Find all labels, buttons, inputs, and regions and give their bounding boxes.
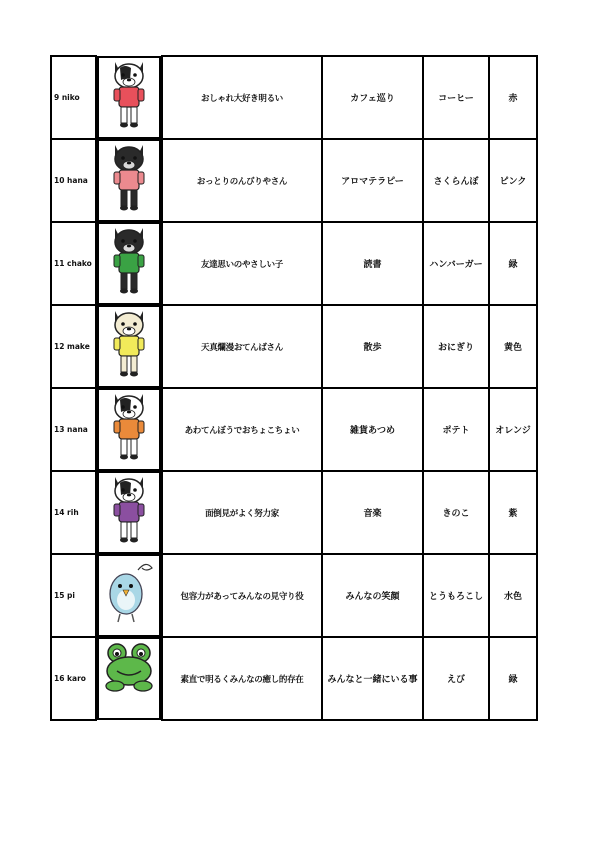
table-row <box>51 637 537 720</box>
character-table <box>50 55 538 721</box>
dog-illustration-icon <box>109 224 149 296</box>
character-illustration <box>97 139 161 222</box>
frog-illustration-icon <box>101 639 157 695</box>
hobby-cell: みんなの笑顔 <box>322 554 423 637</box>
hobby-cell: 音楽 <box>322 471 423 554</box>
character-id: 16 karo <box>51 637 96 720</box>
dog-illustration-icon <box>109 473 149 545</box>
favorite-color-cell: 紫 <box>489 471 537 554</box>
hobby-cell: 散歩 <box>322 305 423 388</box>
table-row <box>51 554 537 637</box>
table-row <box>51 471 537 554</box>
bird-illustration-icon <box>102 556 156 628</box>
favorite-color-cell: オレンジ <box>489 388 537 471</box>
character-illustration <box>97 554 161 637</box>
character-id: 14 rih <box>51 471 96 554</box>
favorite-color-cell: 赤 <box>489 56 537 139</box>
hobby-cell: 雑貨あつめ <box>322 388 423 471</box>
favorite-food-cell: ポテト <box>423 388 489 471</box>
character-id: 15 pi <box>51 554 96 637</box>
favorite-color-cell: 緑 <box>489 637 537 720</box>
personality-cell: 面倒見がよく努力家 <box>162 471 322 554</box>
dog-illustration-icon <box>109 307 149 379</box>
table-row <box>51 388 537 471</box>
character-id: 9 niko <box>51 56 96 139</box>
character-id: 12 make <box>51 305 96 388</box>
favorite-color-cell: 水色 <box>489 554 537 637</box>
personality-cell: おっとりのんびりやさん <box>162 139 322 222</box>
hobby-cell: みんなと一緒にいる事 <box>322 637 423 720</box>
personality-cell: 天真爛漫おてんばさん <box>162 305 322 388</box>
favorite-color-cell: ピンク <box>489 139 537 222</box>
personality-cell: 包容力があってみんなの見守り役 <box>162 554 322 637</box>
personality-cell: あわてんぼうでおちょこちょい <box>162 388 322 471</box>
character-id: 11 chako <box>51 222 96 305</box>
favorite-food-cell: コーヒー <box>423 56 489 139</box>
table-row <box>51 139 537 222</box>
table-row <box>51 56 537 139</box>
character-illustration <box>97 471 161 554</box>
character-id: 13 nana <box>51 388 96 471</box>
character-illustration <box>97 305 161 388</box>
character-illustration <box>97 222 161 305</box>
personality-cell: 素直で明るくみんなの癒し的存在 <box>162 637 322 720</box>
favorite-food-cell: ハンバーガー <box>423 222 489 305</box>
favorite-food-cell: えび <box>423 637 489 720</box>
favorite-food-cell: きのこ <box>423 471 489 554</box>
personality-cell: おしゃれ大好き明るい <box>162 56 322 139</box>
table-row <box>51 222 537 305</box>
character-illustration <box>97 637 161 720</box>
dog-illustration-icon <box>109 58 149 130</box>
favorite-color-cell: 緑 <box>489 222 537 305</box>
dog-illustration-icon <box>109 390 149 462</box>
table-row <box>51 305 537 388</box>
dog-illustration-icon <box>109 141 149 213</box>
hobby-cell: カフェ巡り <box>322 56 423 139</box>
favorite-food-cell: とうもろこし <box>423 554 489 637</box>
character-illustration <box>97 388 161 471</box>
favorite-food-cell: さくらんぼ <box>423 139 489 222</box>
favorite-color-cell: 黄色 <box>489 305 537 388</box>
hobby-cell: 読書 <box>322 222 423 305</box>
favorite-food-cell: おにぎり <box>423 305 489 388</box>
hobby-cell: アロマテラピー <box>322 139 423 222</box>
personality-cell: 友達思いのやさしい子 <box>162 222 322 305</box>
character-illustration <box>97 56 161 139</box>
character-id: 10 hana <box>51 139 96 222</box>
